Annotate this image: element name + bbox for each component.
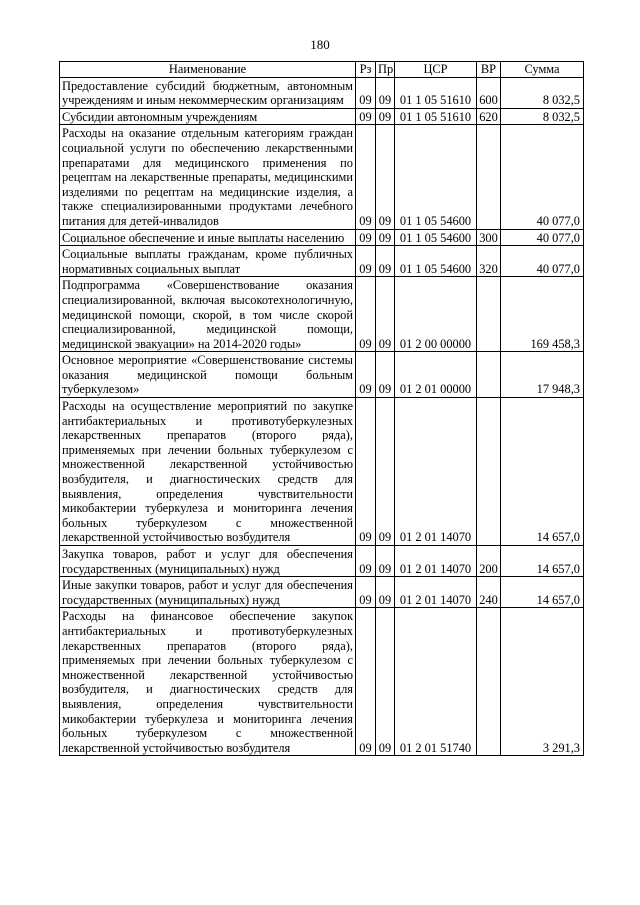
row-vr <box>477 352 501 398</box>
row-rz: 09 <box>356 352 376 398</box>
row-sum: 40 077,0 <box>501 246 584 277</box>
row-name: Социальное обеспечение и иные выплаты населению <box>60 229 356 246</box>
row-sum: 14 657,0 <box>501 398 584 546</box>
header-csr: ЦСР <box>395 62 477 78</box>
table-row <box>60 125 584 229</box>
row-csr: 01 2 01 14070 <box>395 577 477 608</box>
row-csr: 01 1 05 54600 <box>395 125 477 229</box>
row-rz: 09 <box>356 108 376 125</box>
row-name: Подпрограмма «Совершенствование оказания специализированной, включая высокотехнологичную, медицинской помощи, скорой, в том числе скорой специализированной, медицинской помощи, медицинской эвакуации» на 2014-2020 годы» <box>60 277 356 352</box>
row-rz: 09 <box>356 125 376 229</box>
row-sum: 169 458,3 <box>501 277 584 352</box>
row-pr: 09 <box>376 352 395 398</box>
row-csr: 01 2 01 51740 <box>395 608 477 756</box>
row-rz: 09 <box>356 577 376 608</box>
row-vr: 320 <box>477 246 501 277</box>
row-csr: 01 2 01 00000 <box>395 352 477 398</box>
table-row <box>60 352 584 398</box>
row-vr: 620 <box>477 108 501 125</box>
row-sum: 3 291,3 <box>501 608 584 756</box>
row-name: Предоставление субсидий бюджетным, автономным учреждениям и иным некоммерческим организациям <box>60 77 356 108</box>
row-rz: 09 <box>356 229 376 246</box>
row-sum: 40 077,0 <box>501 229 584 246</box>
header-sum: Сумма <box>501 62 584 78</box>
row-pr: 09 <box>376 77 395 108</box>
row-sum: 8 032,5 <box>501 77 584 108</box>
table-row <box>60 608 584 756</box>
row-name: Субсидии автономным учреждениям <box>60 108 356 125</box>
row-name: Социальные выплаты гражданам, кроме публичных нормативных социальных выплат <box>60 246 356 277</box>
table-row <box>60 108 584 125</box>
row-csr: 01 1 05 54600 <box>395 229 477 246</box>
table-header-row <box>60 62 584 78</box>
row-pr: 09 <box>376 277 395 352</box>
table-row <box>60 77 584 108</box>
table-row <box>60 398 584 546</box>
row-pr: 09 <box>376 108 395 125</box>
row-sum: 14 657,0 <box>501 546 584 577</box>
row-rz: 09 <box>356 546 376 577</box>
page-number: 180 <box>310 37 330 52</box>
row-name: Расходы на финансовое обеспечение закупок антибактериальных и противотуберкулезных лекарственных препаратов (второго ряда), применяемых при лечении больных туберкулезом с множественной лекарственной устойчивостью возбудителя, и диагностических средств для выявления, определения чувствительности микобактерии туберкулеза и мониторинга лечения больных туберкулезом с множественной лекарственной устойчивостью возбудителя <box>60 608 356 756</box>
row-csr: 01 2 00 00000 <box>395 277 477 352</box>
row-rz: 09 <box>356 608 376 756</box>
row-vr <box>477 608 501 756</box>
row-rz: 09 <box>356 277 376 352</box>
row-sum: 14 657,0 <box>501 577 584 608</box>
row-vr <box>477 277 501 352</box>
table-row <box>60 546 584 577</box>
row-sum: 17 948,3 <box>501 352 584 398</box>
row-vr: 300 <box>477 229 501 246</box>
row-vr: 200 <box>477 546 501 577</box>
row-name: Основное мероприятие «Совершенствование системы оказания медицинской помощи больным туберкулезом» <box>60 352 356 398</box>
row-sum: 8 032,5 <box>501 108 584 125</box>
row-name: Расходы на осуществление мероприятий по закупке антибактериальных и противотуберкулезных лекарственных препаратов (второго ряда), применяемых при лечении больных туберкулезом с множественной лекарственной устойчивостью возбудителя, и диагностических средств для выявления, определения чувствительности микобактерии туберкулеза и мониторинга лечения больных туберкулезом с множественной лекарственной устойчивостью возбудителя <box>60 398 356 546</box>
row-vr: 240 <box>477 577 501 608</box>
row-pr: 09 <box>376 577 395 608</box>
header-name: Наименование <box>60 62 356 78</box>
row-rz: 09 <box>356 77 376 108</box>
row-pr: 09 <box>376 229 395 246</box>
row-rz: 09 <box>356 398 376 546</box>
table-row <box>60 229 584 246</box>
header-rz: Рз <box>356 62 376 78</box>
row-pr: 09 <box>376 398 395 546</box>
header-vr: ВР <box>477 62 501 78</box>
row-vr <box>477 125 501 229</box>
table-row <box>60 246 584 277</box>
row-name: Закупка товаров, работ и услуг для обеспечения государственных (муниципальных) нужд <box>60 546 356 577</box>
row-name: Иные закупки товаров, работ и услуг для обеспечения государственных (муниципальных) нужд <box>60 577 356 608</box>
row-csr: 01 2 01 14070 <box>395 546 477 577</box>
row-pr: 09 <box>376 546 395 577</box>
row-pr: 09 <box>376 608 395 756</box>
row-vr: 600 <box>477 77 501 108</box>
header-pr: Пр <box>376 62 395 78</box>
row-rz: 09 <box>356 246 376 277</box>
row-name: Расходы на оказание отдельным категориям граждан социальной услуги по обеспечению лекарственными препаратами для медицинского применения по рецептам на лекарственные препараты, медицинскими изделиями по рецептам на медицинские изделия, а также специализированными продуктами лечебного питания для детей-инвалидов <box>60 125 356 229</box>
budget-table <box>59 61 584 756</box>
row-csr: 01 2 01 14070 <box>395 398 477 546</box>
row-csr: 01 1 05 51610 <box>395 77 477 108</box>
table-row <box>60 277 584 352</box>
row-csr: 01 1 05 51610 <box>395 108 477 125</box>
row-csr: 01 1 05 54600 <box>395 246 477 277</box>
row-pr: 09 <box>376 246 395 277</box>
row-pr: 09 <box>376 125 395 229</box>
row-vr <box>477 398 501 546</box>
table-row <box>60 577 584 608</box>
row-sum: 40 077,0 <box>501 125 584 229</box>
